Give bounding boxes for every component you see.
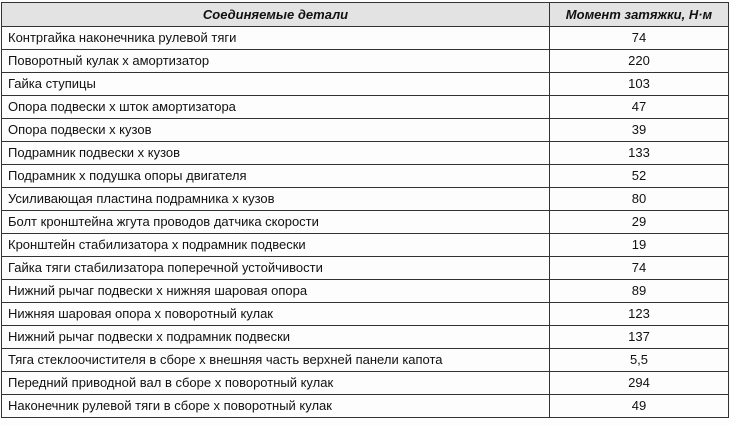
table-row [2,257,729,280]
torque-cell: 133 [550,142,729,165]
part-cell: Усиливающая пластина подрамника x кузов [2,188,550,211]
part-cell: Гайка ступицы [2,73,550,96]
table-row [2,372,729,395]
torque-table [1,2,729,418]
table-row [2,27,729,50]
table-row [2,395,729,418]
table-row [2,326,729,349]
torque-cell: 123 [550,303,729,326]
table-row [2,142,729,165]
table-row [2,280,729,303]
torque-cell: 294 [550,372,729,395]
torque-cell: 39 [550,119,729,142]
torque-cell: 220 [550,50,729,73]
table-row [2,303,729,326]
part-cell: Опора подвески x кузов [2,119,550,142]
column-header-parts: Соединяемые детали [2,3,550,27]
part-cell: Передний приводной вал в сборе x поворотный кулак [2,372,550,395]
part-cell: Контргайка наконечника рулевой тяги [2,27,550,50]
torque-cell: 74 [550,27,729,50]
table-row [2,188,729,211]
table-body [2,27,729,418]
part-cell: Подрамник подвески x кузов [2,142,550,165]
table-row [2,96,729,119]
torque-cell: 29 [550,211,729,234]
torque-cell: 47 [550,96,729,119]
torque-cell: 52 [550,165,729,188]
torque-cell: 103 [550,73,729,96]
table-row [2,119,729,142]
torque-cell: 49 [550,395,729,418]
column-header-torque: Момент затяжки, Н·м [550,3,729,27]
table-row [2,349,729,372]
torque-cell: 137 [550,326,729,349]
table-row [2,211,729,234]
torque-cell: 5,5 [550,349,729,372]
table-row [2,50,729,73]
torque-cell: 74 [550,257,729,280]
part-cell: Гайка тяги стабилизатора поперечной устойчивости [2,257,550,280]
table-row [2,165,729,188]
part-cell: Болт кронштейна жгута проводов датчика скорости [2,211,550,234]
part-cell: Подрамник x подушка опоры двигателя [2,165,550,188]
part-cell: Нижний рычаг подвески x подрамник подвески [2,326,550,349]
part-cell: Нижняя шаровая опора x поворотный кулак [2,303,550,326]
header-row [2,3,729,27]
table-row [2,73,729,96]
part-cell: Нижний рычаг подвески x нижняя шаровая опора [2,280,550,303]
part-cell: Опора подвески x шток амортизатора [2,96,550,119]
part-cell: Поворотный кулак x амортизатор [2,50,550,73]
part-cell: Наконечник рулевой тяги в сборе x поворотный кулак [2,395,550,418]
table-header [2,3,729,27]
torque-cell: 89 [550,280,729,303]
table-row [2,234,729,257]
torque-cell: 19 [550,234,729,257]
part-cell: Тяга стеклоочистителя в сборе x внешняя часть верхней панели капота [2,349,550,372]
part-cell: Кронштейн стабилизатора x подрамник подвески [2,234,550,257]
torque-cell: 80 [550,188,729,211]
